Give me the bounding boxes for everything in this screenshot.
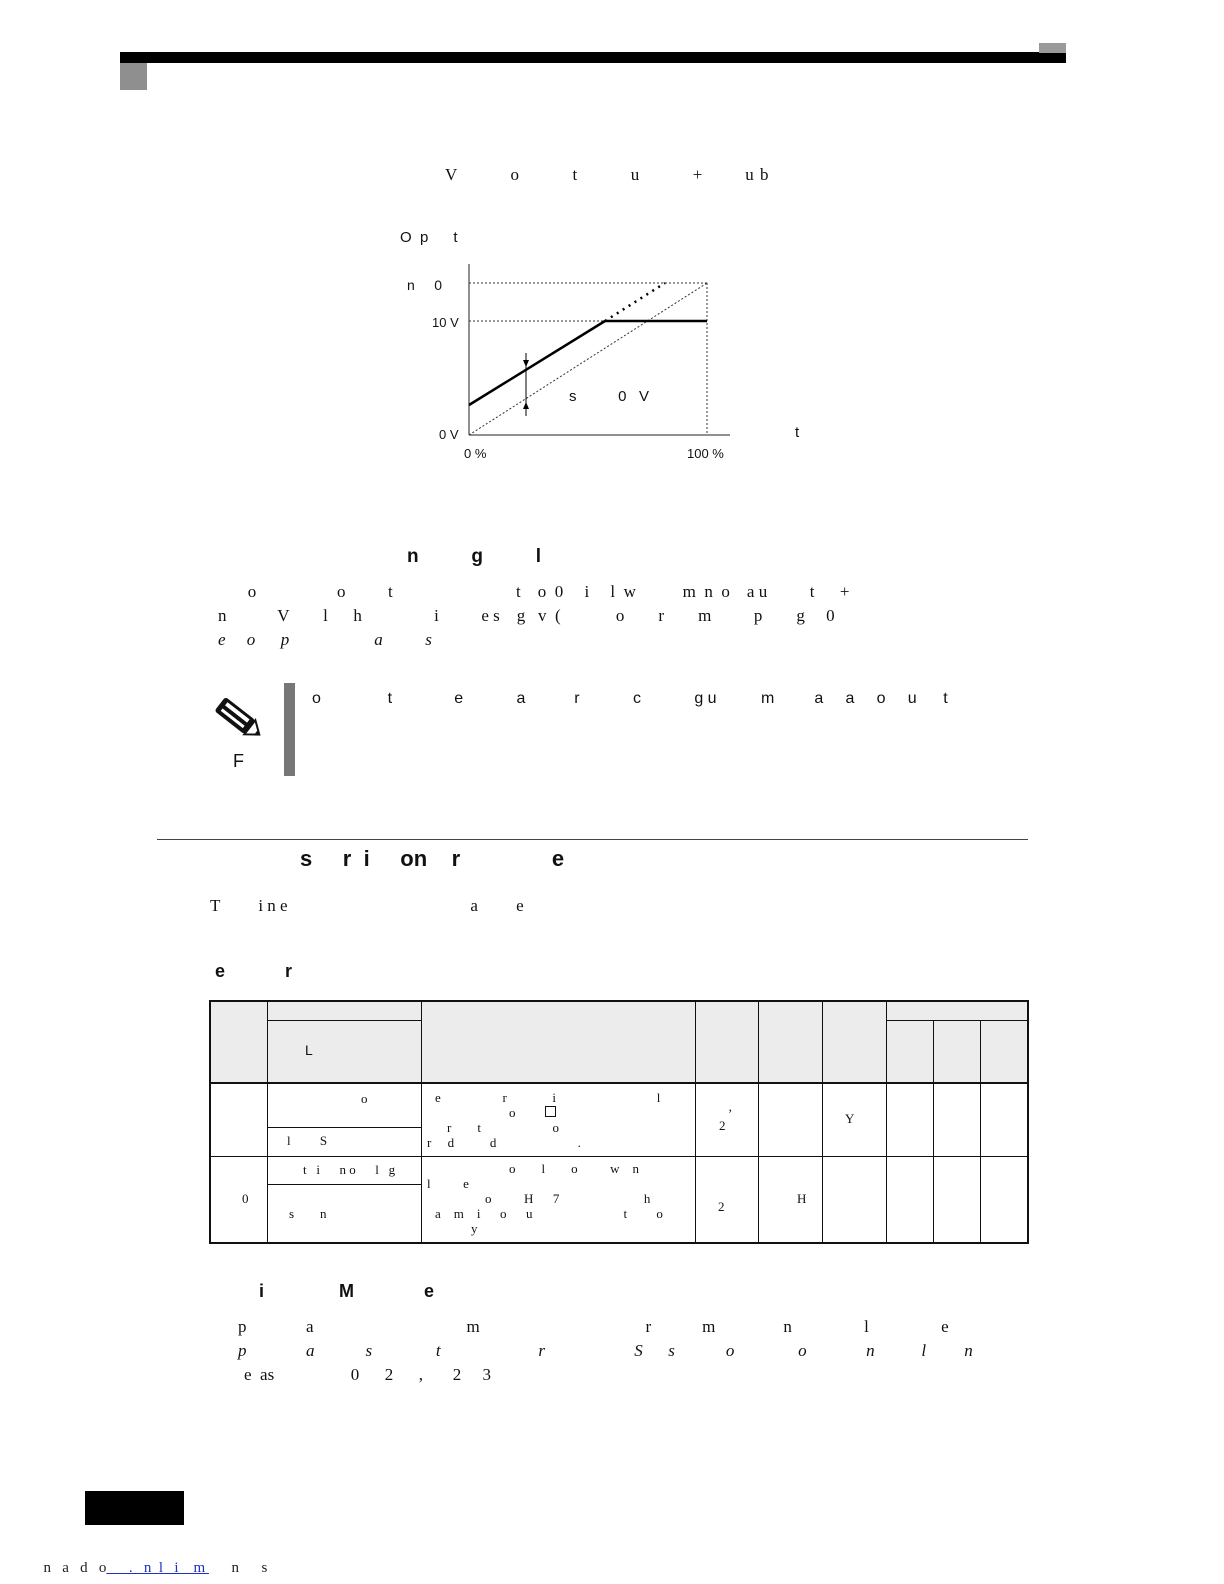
header-bar bbox=[120, 52, 1066, 63]
section1-line-3: e o p a s bbox=[218, 630, 432, 649]
x-axis-label: t bbox=[795, 424, 800, 441]
section-divider bbox=[157, 839, 1028, 840]
page-number-block bbox=[85, 1491, 184, 1525]
bias-annotation: s 0 V bbox=[569, 388, 650, 405]
section2-intro: T i n e a e bbox=[210, 896, 524, 915]
pencil-icon bbox=[207, 690, 269, 746]
row1-desc-3: r t o bbox=[447, 1120, 559, 1135]
x-tick-0: 0 % bbox=[464, 446, 487, 461]
row2-change: H bbox=[797, 1191, 807, 1206]
table-heading: e r bbox=[215, 961, 293, 981]
bias-arrow-head-top bbox=[523, 360, 529, 367]
row1-desc-1: e r i l bbox=[435, 1090, 661, 1105]
section-heading-1: n g l bbox=[407, 546, 542, 567]
output-voltage-graph bbox=[400, 250, 820, 470]
placeholder-box-icon bbox=[545, 1106, 556, 1117]
row1-name-bottom: l S bbox=[287, 1133, 328, 1148]
row1-setting: 2 bbox=[719, 1118, 726, 1133]
bias-arrow-head-bottom bbox=[523, 402, 529, 409]
row2-desc-1: o l o w n bbox=[509, 1161, 639, 1176]
row2-desc-5: y bbox=[471, 1221, 478, 1236]
section3-line-2: p a s t r S s o o n l n bbox=[238, 1341, 973, 1360]
row1-name-top: o bbox=[361, 1091, 368, 1106]
section3-line-1: p a m r m n l e bbox=[238, 1317, 949, 1336]
parameter-table bbox=[209, 1000, 1029, 1244]
row1-desc-2: o bbox=[509, 1105, 516, 1120]
row2-desc-4: a m i o u t o bbox=[435, 1206, 663, 1221]
extension-line bbox=[605, 283, 665, 321]
note-text: o t e a r c g u m a a o u t bbox=[312, 690, 948, 707]
row2-name-bottom: s n bbox=[289, 1206, 327, 1221]
row2-number: 0 bbox=[242, 1191, 249, 1206]
row2-name-top: t i n o l g bbox=[303, 1162, 396, 1177]
row2-desc-3: o H 7 h bbox=[485, 1191, 651, 1206]
note-label: F bbox=[233, 751, 244, 771]
y-tick-0v: 0 V bbox=[439, 427, 459, 442]
figure-title: V o t u + u b bbox=[445, 165, 770, 184]
section1-line-2: n V l h i e s g v ( o r m p g 0 bbox=[218, 606, 835, 625]
reference-line bbox=[469, 283, 707, 435]
row2-setting: 2 bbox=[718, 1199, 725, 1214]
row2-desc-2: l e bbox=[427, 1176, 469, 1191]
header-sub-label: L bbox=[305, 1042, 313, 1058]
section1-line-1: o o t t o 0 i l w m n o a u t + bbox=[218, 582, 850, 601]
row1-desc-4: r d d . bbox=[427, 1135, 581, 1150]
y-tick-10v: 10 V bbox=[432, 315, 459, 330]
chapter-tab bbox=[120, 63, 147, 90]
footer-suffix: n s bbox=[208, 1560, 268, 1576]
footer-prefix: n a d o bbox=[43, 1560, 107, 1576]
y-top-label: n 0 bbox=[407, 277, 443, 293]
x-tick-100: 100 % bbox=[687, 446, 724, 461]
note-bar bbox=[284, 683, 295, 776]
section3-line-3: e as 0 2 , 2 3 bbox=[244, 1365, 491, 1384]
section-heading-3: i M e bbox=[259, 1281, 435, 1301]
figure-y-label: O p t bbox=[400, 229, 458, 246]
section-heading-2: s r i on r e bbox=[300, 846, 565, 871]
footer-link[interactable]: . n l i m bbox=[106, 1560, 209, 1576]
row1-mark: ’ bbox=[728, 1106, 733, 1121]
row1-access: Y bbox=[845, 1111, 855, 1126]
header-tab-right bbox=[1039, 43, 1066, 53]
